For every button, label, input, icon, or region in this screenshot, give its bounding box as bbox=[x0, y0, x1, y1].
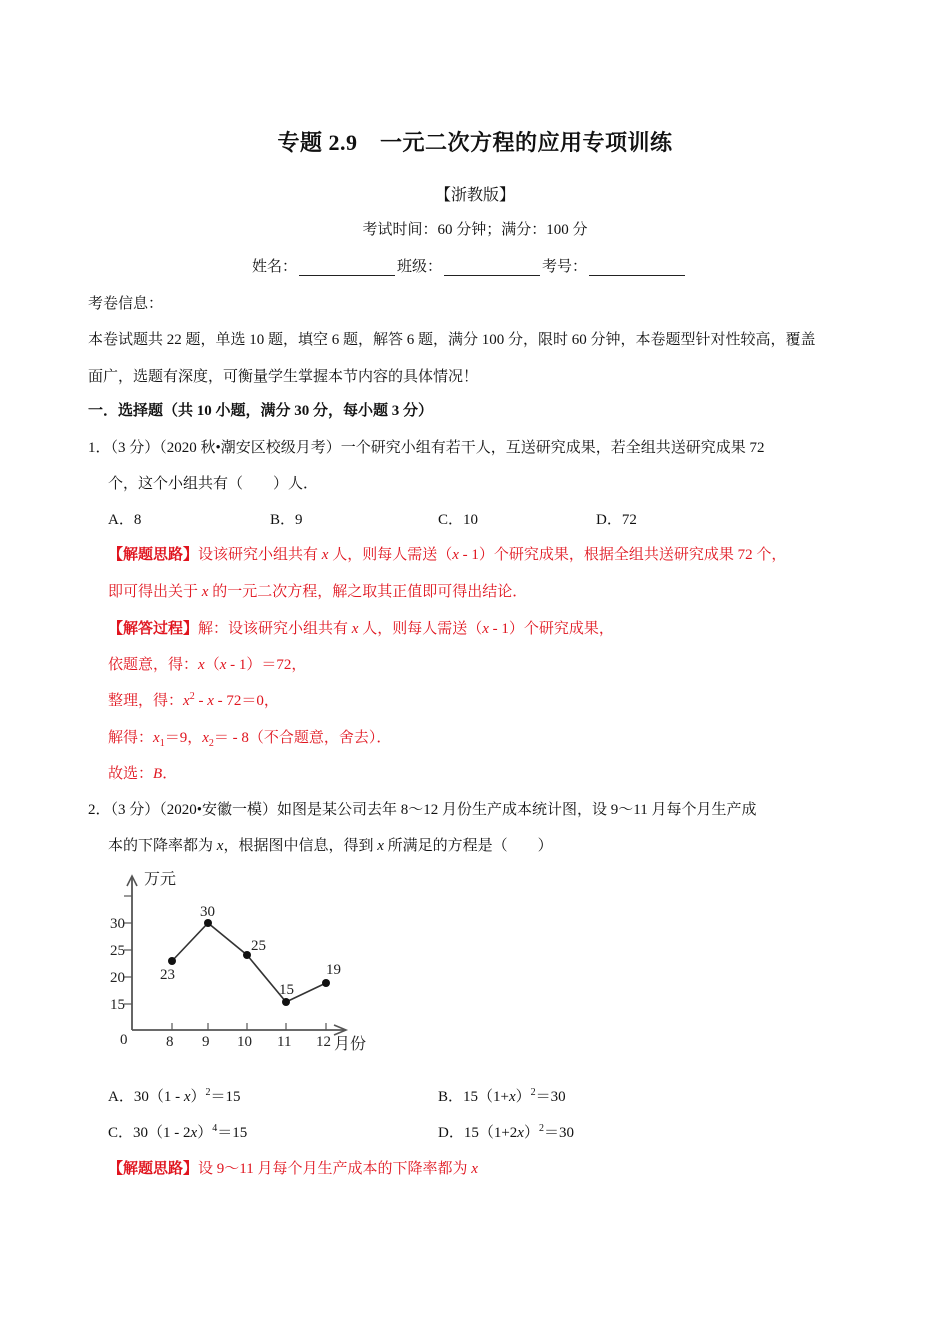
var-x: x bbox=[321, 547, 329, 563]
var-x: x bbox=[471, 1161, 478, 1177]
var-x: x bbox=[452, 547, 459, 563]
q1-option-a: A．8 bbox=[108, 512, 142, 528]
var-x: x bbox=[517, 1125, 524, 1141]
var-x: x bbox=[183, 693, 190, 709]
y-tick-15: 15 bbox=[110, 997, 125, 1013]
text: ＝15 bbox=[217, 1125, 248, 1141]
page-title: 专题 2.9 一元二次方程的应用专项训练 bbox=[277, 130, 673, 155]
data-point-12 bbox=[322, 979, 330, 987]
q2-analysis-label: 【解题思路】 bbox=[108, 1161, 199, 1177]
q1-stem-line-2: 个，这个小组共有（ ）人． bbox=[108, 476, 319, 492]
exam-number-label: 考号： bbox=[542, 259, 588, 275]
text: C．30（1 - 2 bbox=[108, 1125, 191, 1141]
data-label-19: 19 bbox=[326, 962, 341, 978]
var-x: x bbox=[377, 838, 384, 854]
text: B．15（1+ bbox=[438, 1089, 509, 1105]
text: - bbox=[194, 693, 208, 709]
var-x: x bbox=[482, 621, 489, 637]
q1-options bbox=[0, 508, 950, 530]
intro-line-1: 本卷试题共 22 题，单选 10 题，填空 6 题，解答 6 题，满分 100 分，限时 60 分钟，本卷题型针对性较高，覆盖 bbox=[88, 332, 816, 348]
data-label-25: 25 bbox=[251, 938, 266, 954]
q2-option-c bbox=[108, 1121, 247, 1142]
var-x: x bbox=[183, 1089, 191, 1105]
text: 设 9～11 月每个月生产成本的下降率都为 bbox=[198, 1161, 472, 1177]
text: 解：设该研究小组共有 bbox=[198, 621, 352, 637]
text: ＝30 bbox=[543, 1125, 574, 1141]
text: ） bbox=[523, 1125, 539, 1141]
cost-series-line bbox=[172, 923, 326, 1002]
var-x: x bbox=[153, 730, 160, 746]
class-blank bbox=[444, 259, 540, 276]
text: ） bbox=[197, 1125, 213, 1141]
text: 解得： bbox=[108, 730, 154, 746]
x-tick-10: 10 bbox=[237, 1034, 252, 1050]
q1-step-2: 整理，得：$x^2 - x - 72=0$， bbox=[108, 691, 279, 709]
q1-stem-line-1: 1．（3 分）（2020 秋•潮安区校级月考）一个研究小组有若干人，互送研究成果，若全组共送研究成果 72 bbox=[88, 440, 765, 456]
text: - 72＝0， bbox=[213, 693, 279, 709]
text: 依题意，得： bbox=[108, 657, 199, 673]
q1-solution-label: 【解答过程】 bbox=[108, 621, 199, 637]
y-tick-20: 20 bbox=[110, 970, 125, 986]
var-x: x bbox=[508, 1089, 516, 1105]
text: ＝15 bbox=[210, 1089, 241, 1105]
q2-option-a bbox=[108, 1085, 241, 1106]
exponent: 2 bbox=[530, 1087, 536, 1098]
text: 人，则每人需送（ bbox=[358, 621, 483, 637]
data-label-15: 15 bbox=[279, 982, 294, 998]
text: ，根据图中信息，得到 bbox=[223, 838, 378, 854]
var-x: x bbox=[219, 657, 227, 673]
name-blank bbox=[299, 259, 395, 276]
text: 整理，得： bbox=[108, 693, 184, 709]
var-x: x bbox=[190, 1125, 198, 1141]
intro-line-2: 面广，选题有深度，可衡量学生掌握本节内容的具体情况！ bbox=[88, 369, 479, 385]
student-info-fields bbox=[252, 255, 687, 276]
text: - 1）个研究成果，根据全组共送研究成果 72 个， bbox=[458, 547, 787, 563]
q1-option-d: D．72 bbox=[596, 512, 637, 528]
x-tick-8: 8 bbox=[166, 1034, 174, 1050]
var-x: x bbox=[202, 730, 209, 746]
answer-letter: B bbox=[153, 766, 163, 782]
data-point-10 bbox=[243, 951, 251, 959]
x-tick-12: 12 bbox=[316, 1034, 331, 1050]
data-point-11 bbox=[282, 998, 290, 1006]
text: 本的下降率都为 bbox=[108, 838, 217, 854]
data-point-9 bbox=[204, 919, 212, 927]
text: - 1）＝72， bbox=[226, 657, 307, 673]
text: - 1）个研究成果， bbox=[488, 621, 614, 637]
q2-stem-line-2 bbox=[108, 834, 553, 855]
text: ） bbox=[190, 1089, 206, 1105]
q2-option-d bbox=[438, 1121, 574, 1142]
section-heading: 一．选择题（共 10 小题，满分 30 分，每小题 3 分） bbox=[88, 403, 434, 419]
text: ． bbox=[162, 766, 178, 782]
text: ） bbox=[515, 1089, 531, 1105]
q1-analysis-line-1 bbox=[108, 543, 786, 564]
text: ＝9， bbox=[164, 730, 203, 746]
text: D．15（1+2 bbox=[438, 1125, 518, 1141]
intro-heading: 考卷信息： bbox=[88, 296, 164, 312]
q2-stem-line-1: 2．（3 分）（2020•安徽一模）如图是某公司去年 8～12 月份生产成本统计图，设 9～11 月每个月生产成 bbox=[88, 802, 757, 818]
class-label: 班级： bbox=[397, 259, 443, 275]
exam-number-blank bbox=[589, 259, 685, 276]
q1-option-c: C．10 bbox=[438, 512, 479, 528]
text: ＝ - 8（不合题意，舍去）． bbox=[213, 730, 392, 746]
var-x: x bbox=[198, 657, 205, 673]
x-tick-11: 11 bbox=[277, 1034, 292, 1050]
name-label: 姓名： bbox=[252, 259, 298, 275]
q1-answer bbox=[108, 762, 177, 783]
var-x: x bbox=[351, 621, 359, 637]
var-x: x bbox=[207, 693, 214, 709]
data-label-30: 30 bbox=[200, 904, 215, 920]
q1-step-1 bbox=[108, 653, 306, 674]
exponent: 2 bbox=[205, 1087, 211, 1098]
q2-option-b bbox=[438, 1085, 566, 1106]
y-tick-30: 30 bbox=[110, 916, 125, 932]
text: A．30（1 - bbox=[108, 1089, 184, 1105]
x-axis-label: 月份 bbox=[334, 1036, 367, 1053]
edition-label: 【浙教版】 bbox=[434, 187, 515, 204]
q1-analysis-line-2 bbox=[108, 580, 527, 601]
y-tick-25: 25 bbox=[110, 943, 125, 959]
var-x: x bbox=[201, 584, 209, 600]
text: 所满足的方程是（ ） bbox=[383, 838, 553, 854]
y-axis-label: 万元 bbox=[144, 871, 177, 888]
text: （ bbox=[204, 657, 220, 673]
exam-info: 考试时间：60 分钟；满分：100 分 bbox=[362, 222, 588, 238]
q1-option-b: B．9 bbox=[270, 512, 303, 528]
q1-solution-line-1 bbox=[108, 617, 614, 638]
data-point-8 bbox=[168, 957, 176, 965]
exponent: 2 bbox=[538, 1123, 544, 1134]
data-label-23: 23 bbox=[160, 967, 175, 983]
text: 的一元二次方程，解之取其正值即可得出结论． bbox=[208, 584, 528, 600]
line-chart-svg bbox=[104, 866, 394, 1056]
text: 故选： bbox=[108, 766, 154, 782]
q2-analysis-line-1 bbox=[108, 1157, 478, 1178]
q1-analysis-label: 【解题思路】 bbox=[108, 547, 199, 563]
exponent: 4 bbox=[212, 1123, 218, 1134]
x-tick-9: 9 bbox=[202, 1034, 210, 1050]
text: 即可得出关于 bbox=[108, 584, 202, 600]
cost-line-chart bbox=[104, 866, 394, 1056]
text: 人，则每人需送（ bbox=[328, 547, 453, 563]
text: ＝30 bbox=[535, 1089, 566, 1105]
q1-step-3: 解得：$x_1=9$，$x_2= - 8$（不合题意，舍去）． bbox=[108, 730, 392, 749]
y-tick-0: 0 bbox=[120, 1032, 128, 1048]
text: 设该研究小组共有 bbox=[198, 547, 322, 563]
var-x: x bbox=[216, 838, 224, 854]
